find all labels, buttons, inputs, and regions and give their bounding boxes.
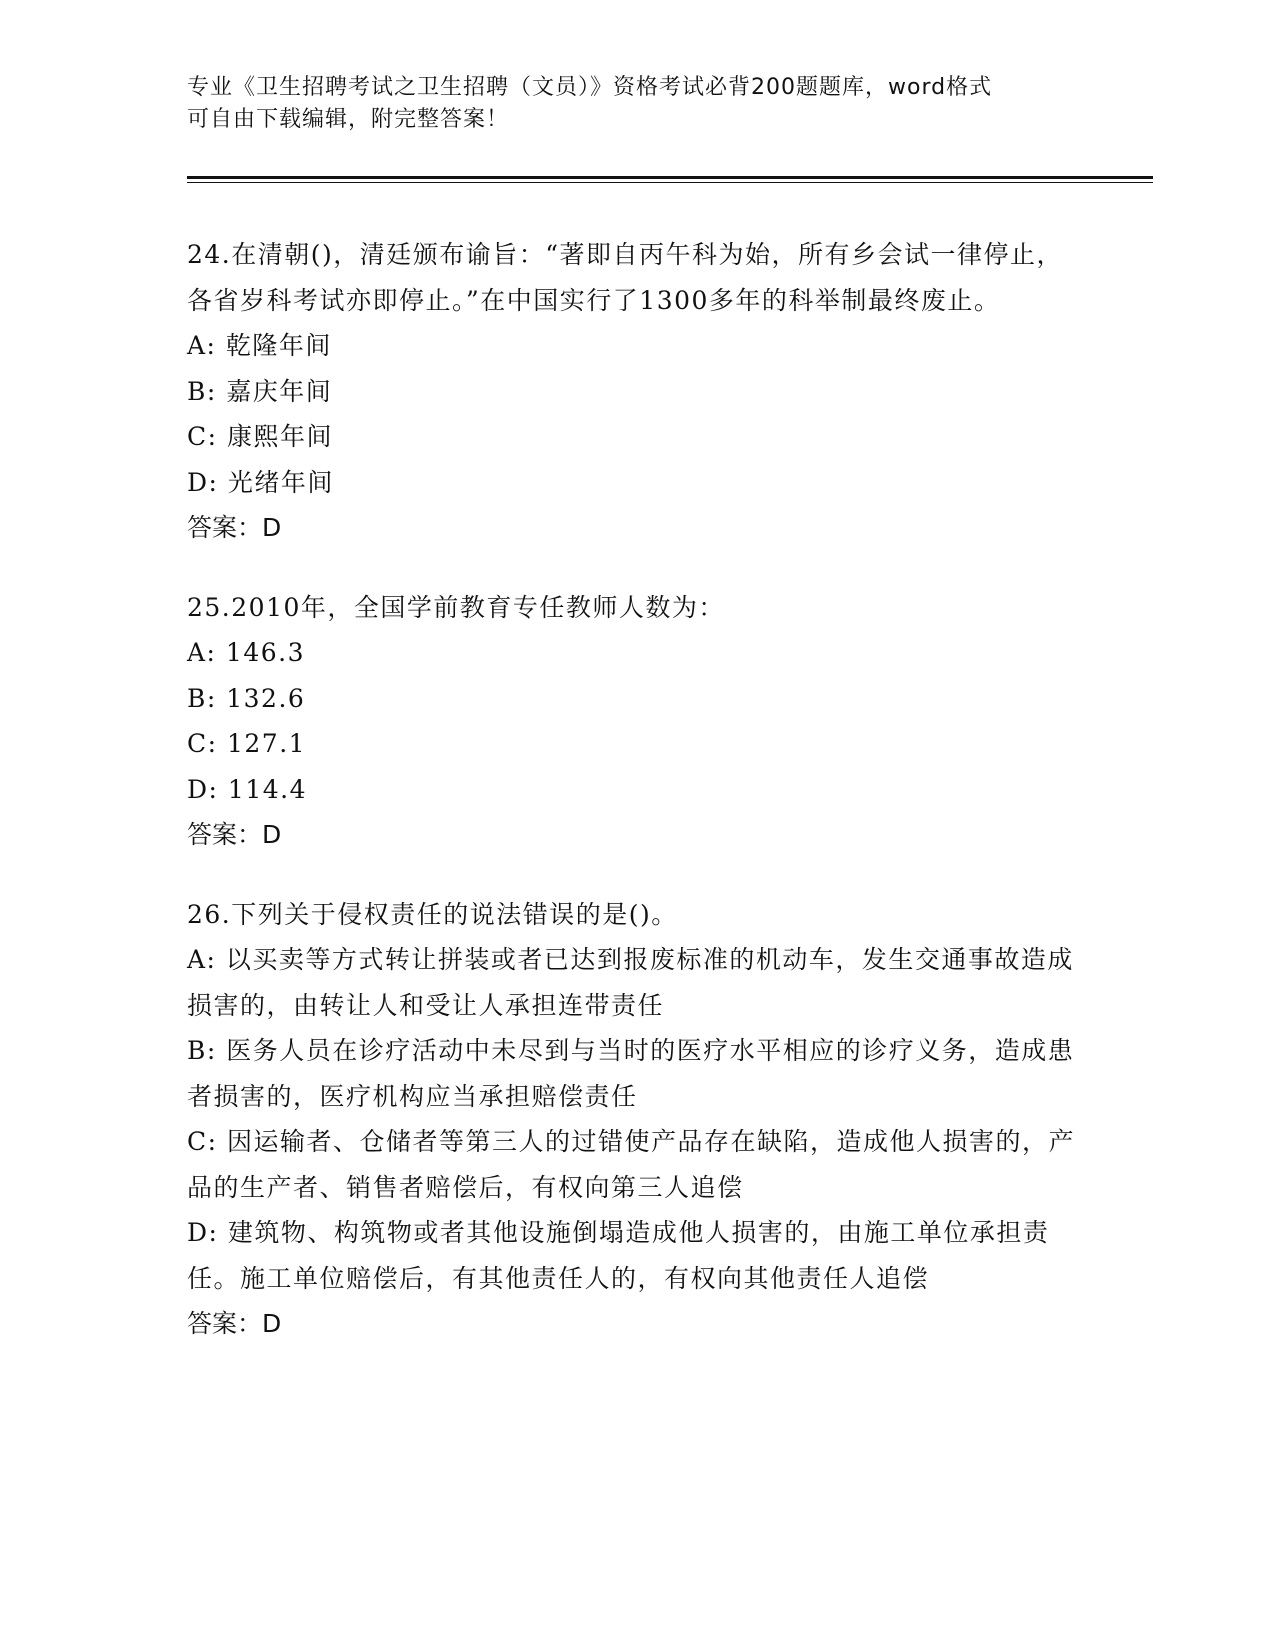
header-line-2: 可自由下载编辑，附完整答案！: [187, 107, 510, 132]
page-header: [187, 72, 1067, 136]
question-text: 26.下列关于侵权责任的说法错误的是()。: [187, 899, 678, 929]
option-a: A: 乾隆年间: [187, 331, 332, 360]
question-list: [187, 232, 1082, 1381]
question-26: [187, 892, 1082, 1347]
question-text: 25.2010年，全国学前教育专任教师人数为：: [187, 592, 725, 622]
option-c: C: 康熙年间: [187, 422, 333, 451]
header-line-1: 专业《卫生招聘考试之卫生招聘（文员）》资格考试必背200题题库，word格式: [187, 75, 993, 100]
option-b: B: 132.6: [187, 683, 306, 713]
option-d: D: 114.4: [187, 774, 307, 804]
question-25: [187, 585, 1082, 858]
option-b: B: 嘉庆年间: [187, 376, 333, 406]
option-a: A: 146.3: [187, 638, 305, 667]
answer: 答案：D: [187, 820, 282, 849]
answer: 答案：D: [187, 513, 282, 542]
answer: 答案：D: [187, 1309, 282, 1338]
header-rule-thick: [187, 176, 1153, 179]
option-d: D: 光绪年间: [187, 467, 334, 497]
option-a: A: 以买卖等方式转让拼装或者已达到报废标准的机动车，发生交通事故造成损害的，由转让人和受让人承担连带责任: [187, 945, 1074, 1020]
option-b: B: 医务人员在诊疗活动中未尽到与当时的医疗水平相应的诊疗义务，造成患者损害的，医疗机构应当承担赔偿责任: [187, 1036, 1075, 1111]
option-c: C: 127.1: [187, 729, 307, 758]
header-rule-thin: [187, 182, 1153, 183]
option-c: C: 因运输者、仓储者等第三人的过错使产品存在缺陷，造成他人损害的，产品的生产者、销售者赔偿后，有权向第三人追偿: [187, 1127, 1076, 1202]
question-text: 24.在清朝()，清廷颁布谕旨：“著即自丙午科为始，所有乡会试一律停止，各省岁科考试亦即停止。”在中国实行了1300多年的科举制最终废止。: [187, 240, 1064, 315]
question-24: [187, 232, 1082, 551]
option-d: D: 建筑物、构筑物或者其他设施倒塌造成他人损害的，由施工单位承担责任。施工单位赔偿后，有其他责任人的，有权向其他责任人追偿: [187, 1218, 1050, 1293]
